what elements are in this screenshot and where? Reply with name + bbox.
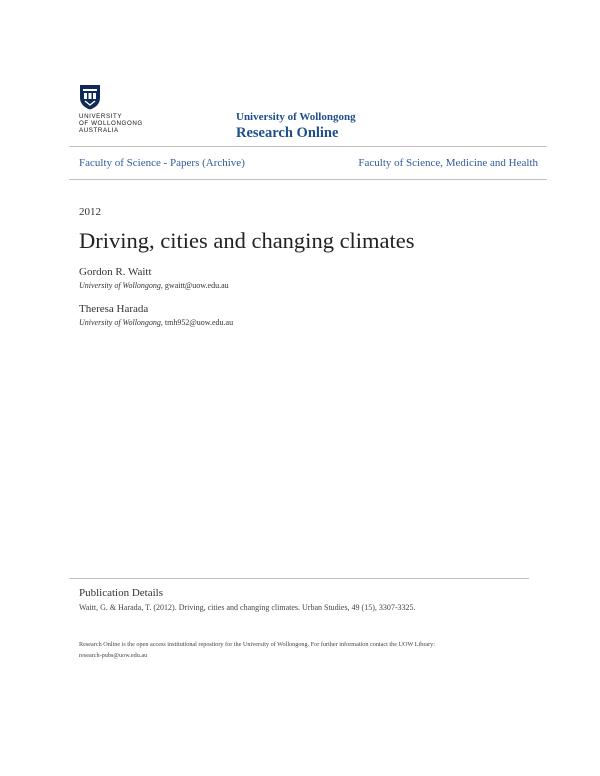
- publication-year: 2012: [79, 206, 101, 218]
- author-email-1[interactable]: , gwaitt@uow.edu.au: [160, 281, 229, 290]
- author-name-2: Theresa Harada: [79, 303, 149, 315]
- footer-text: Research Online is the open access institutional repository for the University of Wollongong. For further information contact the UOW Library:: [79, 641, 435, 648]
- repository-name: Research Online: [236, 125, 339, 141]
- logo-text-line-1: UNIVERSITY: [79, 113, 123, 120]
- divider-bottom: [69, 179, 547, 180]
- publication-details-heading: Publication Details: [79, 587, 164, 599]
- author-email-2[interactable]: , tmh952@uow.edu.au: [160, 318, 234, 327]
- repository-university: University of Wollongong: [236, 111, 356, 123]
- author-affiliation-1: [79, 281, 229, 290]
- author-affiliation-2: [79, 318, 233, 327]
- uow-logo: [79, 84, 149, 136]
- repository-footer: [79, 639, 519, 661]
- footer-email-link[interactable]: research-pubs@uow.edu.au: [79, 652, 148, 659]
- publication-citation: Waitt, G. & Harada, T. (2012). Driving, cities and changing climates. Urban Studies, 49 (15), 3307-3325.: [79, 603, 416, 612]
- paper-title: Driving, cities and changing climates: [79, 228, 415, 253]
- author-institution-2: University of Wollongong: [79, 318, 161, 327]
- crest-icon: [79, 84, 101, 110]
- author-institution-1: University of Wollongong: [79, 281, 161, 290]
- repository-header[interactable]: [236, 111, 356, 142]
- nav-link-papers-archive[interactable]: Faculty of Science - Papers (Archive): [79, 157, 245, 169]
- author-name-1: Gordon R. Waitt: [79, 266, 152, 278]
- nav-link-faculty[interactable]: Faculty of Science, Medicine and Health: [358, 157, 538, 169]
- logo-text-line-2: OF WOLLONGONG: [79, 120, 143, 127]
- divider-top: [69, 146, 547, 147]
- logo-text-line-3: AUSTRALIA: [79, 127, 119, 134]
- divider-publication: [69, 578, 529, 579]
